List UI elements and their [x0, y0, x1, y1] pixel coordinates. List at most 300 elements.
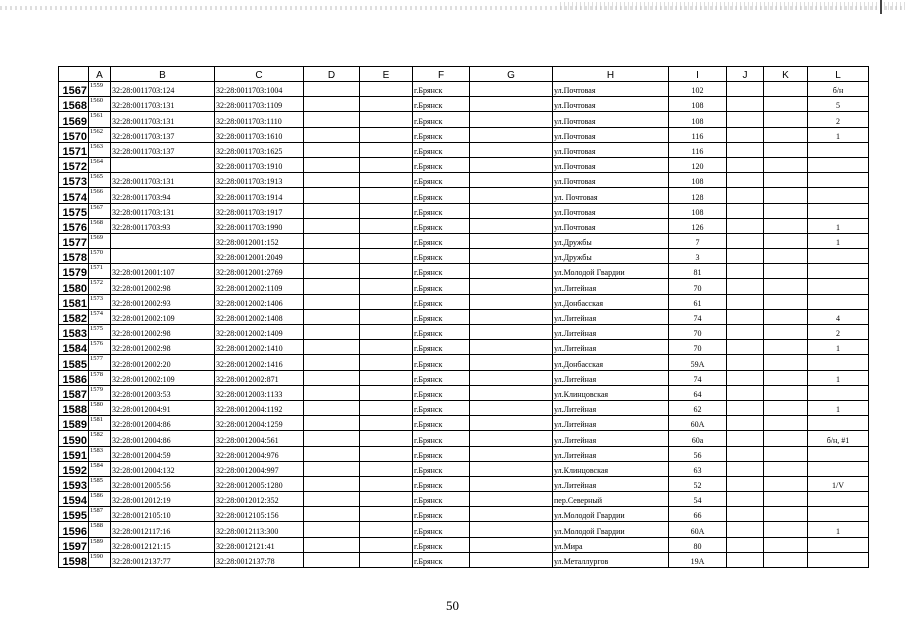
- cell-k: [764, 370, 808, 385]
- table-row: [59, 325, 869, 340]
- row-number: 1576: [59, 218, 89, 233]
- table-row: [59, 431, 869, 446]
- table-row: [59, 249, 869, 264]
- cell-g: [470, 355, 553, 370]
- cell-h: ул.Мира: [553, 537, 669, 552]
- cell-d: [304, 325, 360, 340]
- cell-d: [304, 294, 360, 309]
- cell-b: 32:28:0012002:98: [111, 340, 215, 355]
- cell-a: 1582: [89, 431, 111, 446]
- cell-b: 32:28:0012005:56: [111, 476, 215, 491]
- cell-i: 54: [669, 492, 727, 507]
- cell-d: [304, 157, 360, 172]
- cell-l: [808, 385, 869, 400]
- cell-e: [360, 340, 413, 355]
- cell-g: [470, 446, 553, 461]
- cell-l: [808, 173, 869, 188]
- column-header-l: L: [808, 67, 869, 82]
- cell-g: [470, 127, 553, 142]
- scan-artifact-top-right: [560, 2, 905, 10]
- cell-b: 32:28:0012002:98: [111, 325, 215, 340]
- cell-l: [808, 507, 869, 522]
- cell-l: [808, 446, 869, 461]
- cell-k: [764, 446, 808, 461]
- cell-f: г.Брянск: [413, 492, 470, 507]
- cell-h: пер.Северный: [553, 492, 669, 507]
- cell-i: 128: [669, 188, 727, 203]
- cell-h: ул.Литейная: [553, 325, 669, 340]
- cell-g: [470, 400, 553, 415]
- cell-c: 32:28:0012002:1410: [215, 340, 304, 355]
- cell-g: [470, 385, 553, 400]
- cell-e: [360, 492, 413, 507]
- cell-h: ул.Дружбы: [553, 249, 669, 264]
- cell-i: 116: [669, 127, 727, 142]
- cell-d: [304, 507, 360, 522]
- cell-h: ул.Почтовая: [553, 218, 669, 233]
- cell-d: [304, 340, 360, 355]
- row-number: 1592: [59, 461, 89, 476]
- cell-d: [304, 355, 360, 370]
- cell-d: [304, 309, 360, 324]
- cell-k: [764, 355, 808, 370]
- row-number: 1573: [59, 173, 89, 188]
- cell-g: [470, 142, 553, 157]
- cell-l: 2: [808, 325, 869, 340]
- cell-f: г.Брянск: [413, 522, 470, 537]
- cell-g: [470, 492, 553, 507]
- cell-d: [304, 370, 360, 385]
- cell-e: [360, 476, 413, 491]
- cell-e: [360, 82, 413, 97]
- cell-j: [727, 188, 764, 203]
- cell-i: 19А: [669, 552, 727, 567]
- cell-g: [470, 82, 553, 97]
- cell-h: ул.Почтовая: [553, 203, 669, 218]
- row-number: 1584: [59, 340, 89, 355]
- cell-k: [764, 188, 808, 203]
- cell-e: [360, 446, 413, 461]
- cell-j: [727, 112, 764, 127]
- cell-a: 1566: [89, 188, 111, 203]
- cell-f: г.Брянск: [413, 203, 470, 218]
- cell-c: 32:28:0012004:1192: [215, 400, 304, 415]
- cell-a: 1588: [89, 522, 111, 537]
- cell-j: [727, 552, 764, 567]
- cell-c: 32:28:0012004:561: [215, 431, 304, 446]
- cell-c: 32:28:0012004:1259: [215, 416, 304, 431]
- cell-g: [470, 188, 553, 203]
- cell-g: [470, 218, 553, 233]
- cell-e: [360, 203, 413, 218]
- cell-h: ул.Молодой Гвардии: [553, 264, 669, 279]
- cell-k: [764, 309, 808, 324]
- row-number: 1581: [59, 294, 89, 309]
- cell-j: [727, 355, 764, 370]
- cell-a: 1578: [89, 370, 111, 385]
- cell-l: [808, 203, 869, 218]
- cell-g: [470, 370, 553, 385]
- cell-l: [808, 279, 869, 294]
- cell-l: [808, 142, 869, 157]
- column-header-b: B: [111, 67, 215, 82]
- cell-e: [360, 370, 413, 385]
- cell-b: 32:28:0011703:137: [111, 127, 215, 142]
- cell-d: [304, 537, 360, 552]
- cell-a: 1562: [89, 127, 111, 142]
- cell-a: 1561: [89, 112, 111, 127]
- table-row: [59, 112, 869, 127]
- cell-a: 1573: [89, 294, 111, 309]
- cell-h: ул.Литейная: [553, 279, 669, 294]
- cell-j: [727, 264, 764, 279]
- cell-e: [360, 355, 413, 370]
- cell-f: г.Брянск: [413, 218, 470, 233]
- cell-k: [764, 492, 808, 507]
- cell-f: г.Брянск: [413, 142, 470, 157]
- cell-e: [360, 309, 413, 324]
- cell-e: [360, 385, 413, 400]
- cell-b: 32:28:0012002:98: [111, 279, 215, 294]
- cell-b: [111, 249, 215, 264]
- cell-g: [470, 476, 553, 491]
- cell-i: 70: [669, 279, 727, 294]
- cell-k: [764, 400, 808, 415]
- row-number: 1591: [59, 446, 89, 461]
- cell-a: 1576: [89, 340, 111, 355]
- cell-l: 1: [808, 127, 869, 142]
- row-number: 1580: [59, 279, 89, 294]
- cell-f: г.Брянск: [413, 476, 470, 491]
- cell-i: 59А: [669, 355, 727, 370]
- cell-j: [727, 522, 764, 537]
- cell-h: ул.Литейная: [553, 340, 669, 355]
- cell-i: 126: [669, 218, 727, 233]
- cell-d: [304, 188, 360, 203]
- cell-a: 1563: [89, 142, 111, 157]
- cell-l: б/н: [808, 82, 869, 97]
- cell-b: 32:28:0012137:77: [111, 552, 215, 567]
- cell-e: [360, 416, 413, 431]
- cell-e: [360, 127, 413, 142]
- cell-j: [727, 537, 764, 552]
- cell-d: [304, 142, 360, 157]
- cell-f: г.Брянск: [413, 416, 470, 431]
- cell-j: [727, 400, 764, 415]
- cell-b: [111, 157, 215, 172]
- table-row: [59, 461, 869, 476]
- cell-j: [727, 218, 764, 233]
- cell-f: г.Брянск: [413, 507, 470, 522]
- cell-h: ул.Почтовая: [553, 157, 669, 172]
- cell-j: [727, 340, 764, 355]
- cell-j: [727, 203, 764, 218]
- cell-e: [360, 97, 413, 112]
- cell-k: [764, 157, 808, 172]
- cell-a: 1567: [89, 203, 111, 218]
- row-number: 1595: [59, 507, 89, 522]
- cell-b: 32:28:0012004:86: [111, 431, 215, 446]
- cell-j: [727, 370, 764, 385]
- cell-g: [470, 112, 553, 127]
- cell-b: 32:28:0011703:131: [111, 97, 215, 112]
- cell-a: 1570: [89, 249, 111, 264]
- column-header-h: H: [553, 67, 669, 82]
- table-row: [59, 492, 869, 507]
- cell-c: 32:28:0012137:78: [215, 552, 304, 567]
- cell-i: 60А: [669, 416, 727, 431]
- cell-b: 32:28:0011703:131: [111, 203, 215, 218]
- cell-k: [764, 340, 808, 355]
- cell-f: г.Брянск: [413, 431, 470, 446]
- cell-d: [304, 127, 360, 142]
- spreadsheet-table: [58, 66, 869, 568]
- cell-b: 32:28:0012003:53: [111, 385, 215, 400]
- cell-c: 32:28:0011703:1625: [215, 142, 304, 157]
- cell-a: 1560: [89, 97, 111, 112]
- cell-d: [304, 400, 360, 415]
- cell-i: 60а: [669, 431, 727, 446]
- cell-e: [360, 279, 413, 294]
- cell-l: 1/V: [808, 476, 869, 491]
- row-number: 1579: [59, 264, 89, 279]
- table-row: [59, 97, 869, 112]
- cell-a: 1559: [89, 82, 111, 97]
- cell-i: 56: [669, 446, 727, 461]
- cell-g: [470, 294, 553, 309]
- row-number: 1571: [59, 142, 89, 157]
- cell-d: [304, 82, 360, 97]
- cell-h: ул.Дружбы: [553, 233, 669, 248]
- cell-l: 1: [808, 522, 869, 537]
- cell-h: ул.Почтовая: [553, 127, 669, 142]
- cell-c: 32:28:0012113:300: [215, 522, 304, 537]
- cell-a: 1580: [89, 400, 111, 415]
- cell-e: [360, 552, 413, 567]
- table-row: [59, 552, 869, 567]
- cell-g: [470, 264, 553, 279]
- cell-g: [470, 325, 553, 340]
- cell-i: 70: [669, 325, 727, 340]
- cell-h: ул.Почтовая: [553, 97, 669, 112]
- cell-d: [304, 522, 360, 537]
- table-row: [59, 127, 869, 142]
- cell-c: 32:28:0012002:1406: [215, 294, 304, 309]
- cell-k: [764, 173, 808, 188]
- cell-b: 32:28:0011703:137: [111, 142, 215, 157]
- row-number: 1587: [59, 385, 89, 400]
- cell-b: 32:28:0012002:109: [111, 370, 215, 385]
- cell-k: [764, 294, 808, 309]
- cell-b: [111, 233, 215, 248]
- cell-c: 32:28:0012001:152: [215, 233, 304, 248]
- cell-h: ул.Металлургов: [553, 552, 669, 567]
- cell-e: [360, 112, 413, 127]
- cell-h: ул.Почтовая: [553, 112, 669, 127]
- table-row: [59, 203, 869, 218]
- cell-d: [304, 233, 360, 248]
- cell-d: [304, 552, 360, 567]
- cell-g: [470, 431, 553, 446]
- cell-k: [764, 552, 808, 567]
- cell-d: [304, 385, 360, 400]
- cell-j: [727, 294, 764, 309]
- cell-b: 32:28:0012002:20: [111, 355, 215, 370]
- cell-i: 3: [669, 249, 727, 264]
- cell-a: 1575: [89, 325, 111, 340]
- column-header-a: A: [89, 67, 111, 82]
- cell-b: 32:28:0012117:16: [111, 522, 215, 537]
- cell-e: [360, 522, 413, 537]
- cell-l: [808, 249, 869, 264]
- column-header-row: [59, 67, 869, 82]
- cell-c: 32:28:0011703:1913: [215, 173, 304, 188]
- cell-h: ул.Клинцовская: [553, 461, 669, 476]
- table-row: [59, 370, 869, 385]
- cell-c: 32:28:0012121:41: [215, 537, 304, 552]
- cell-c: 32:28:0012005:1280: [215, 476, 304, 491]
- row-number: 1589: [59, 416, 89, 431]
- cell-g: [470, 279, 553, 294]
- row-number: 1593: [59, 476, 89, 491]
- cell-i: 62: [669, 400, 727, 415]
- cell-l: [808, 294, 869, 309]
- cell-c: 32:28:0012002:1408: [215, 309, 304, 324]
- column-header-i: I: [669, 67, 727, 82]
- table-row: [59, 507, 869, 522]
- cell-h: ул.Литейная: [553, 370, 669, 385]
- cell-f: г.Брянск: [413, 340, 470, 355]
- cell-f: г.Брянск: [413, 188, 470, 203]
- cell-l: [808, 157, 869, 172]
- cell-l: [808, 188, 869, 203]
- cell-a: 1590: [89, 552, 111, 567]
- cell-k: [764, 249, 808, 264]
- row-number: 1590: [59, 431, 89, 446]
- row-number: 1588: [59, 400, 89, 415]
- cell-h: ул.Литейная: [553, 400, 669, 415]
- cell-c: 32:28:0012012:352: [215, 492, 304, 507]
- cell-d: [304, 279, 360, 294]
- cell-l: 4: [808, 309, 869, 324]
- cell-l: [808, 416, 869, 431]
- cell-k: [764, 431, 808, 446]
- cell-b: 32:28:0012004:132: [111, 461, 215, 476]
- page-number: 50: [446, 598, 459, 613]
- cell-e: [360, 249, 413, 264]
- cell-j: [727, 142, 764, 157]
- cell-h: ул.Почтовая: [553, 82, 669, 97]
- cell-f: г.Брянск: [413, 355, 470, 370]
- cell-h: ул.Литейная: [553, 416, 669, 431]
- cell-c: 32:28:0011703:1917: [215, 203, 304, 218]
- table-row: [59, 294, 869, 309]
- cell-c: 32:28:0011703:1914: [215, 188, 304, 203]
- cell-b: 32:28:0012002:93: [111, 294, 215, 309]
- cell-d: [304, 492, 360, 507]
- row-number: 1582: [59, 309, 89, 324]
- cell-f: г.Брянск: [413, 112, 470, 127]
- table-body: [59, 82, 869, 568]
- cell-h: ул.Литейная: [553, 446, 669, 461]
- cell-c: 32:28:0012004:976: [215, 446, 304, 461]
- row-number: 1570: [59, 127, 89, 142]
- cell-g: [470, 203, 553, 218]
- cell-d: [304, 97, 360, 112]
- cell-b: 32:28:0011703:131: [111, 112, 215, 127]
- cell-k: [764, 537, 808, 552]
- cell-c: 32:28:0012002:1409: [215, 325, 304, 340]
- cell-j: [727, 127, 764, 142]
- cell-c: 32:28:0012001:2049: [215, 249, 304, 264]
- cell-g: [470, 507, 553, 522]
- cell-h: ул. Почтовая: [553, 188, 669, 203]
- cell-h: ул.Почтовая: [553, 173, 669, 188]
- cell-d: [304, 461, 360, 476]
- row-number: 1594: [59, 492, 89, 507]
- cell-c: 32:28:0011703:1110: [215, 112, 304, 127]
- cell-d: [304, 203, 360, 218]
- cell-e: [360, 507, 413, 522]
- cell-e: [360, 400, 413, 415]
- cell-e: [360, 188, 413, 203]
- cell-j: [727, 325, 764, 340]
- cell-d: [304, 446, 360, 461]
- cell-a: 1572: [89, 279, 111, 294]
- cell-b: 32:28:0012012:19: [111, 492, 215, 507]
- cell-j: [727, 476, 764, 491]
- cell-e: [360, 325, 413, 340]
- table-row: [59, 279, 869, 294]
- cell-e: [360, 173, 413, 188]
- cell-i: 63: [669, 461, 727, 476]
- cell-g: [470, 537, 553, 552]
- cell-c: 32:28:0011703:1910: [215, 157, 304, 172]
- table-row: [59, 188, 869, 203]
- cell-i: 60А: [669, 522, 727, 537]
- cell-j: [727, 82, 764, 97]
- cell-g: [470, 173, 553, 188]
- cell-e: [360, 294, 413, 309]
- cell-h: ул.Донбасская: [553, 355, 669, 370]
- cell-h: ул.Молодой Гвардии: [553, 522, 669, 537]
- cell-l: [808, 461, 869, 476]
- cell-g: [470, 157, 553, 172]
- column-header-d: D: [304, 67, 360, 82]
- cell-l: 1: [808, 340, 869, 355]
- cell-g: [470, 522, 553, 537]
- table-row: [59, 355, 869, 370]
- cell-f: г.Брянск: [413, 461, 470, 476]
- cell-l: б/н, #1: [808, 431, 869, 446]
- cell-k: [764, 522, 808, 537]
- table-row: [59, 82, 869, 97]
- cell-j: [727, 173, 764, 188]
- cell-c: 32:28:0012003:1133: [215, 385, 304, 400]
- cell-j: [727, 309, 764, 324]
- cell-f: г.Брянск: [413, 309, 470, 324]
- cell-a: 1583: [89, 446, 111, 461]
- table-row: [59, 416, 869, 431]
- cell-j: [727, 446, 764, 461]
- row-number: 1583: [59, 325, 89, 340]
- cell-d: [304, 173, 360, 188]
- cell-b: 32:28:0012121:15: [111, 537, 215, 552]
- cell-l: [808, 355, 869, 370]
- cell-b: 32:28:0011703:94: [111, 188, 215, 203]
- cell-i: 108: [669, 112, 727, 127]
- row-number: 1598: [59, 552, 89, 567]
